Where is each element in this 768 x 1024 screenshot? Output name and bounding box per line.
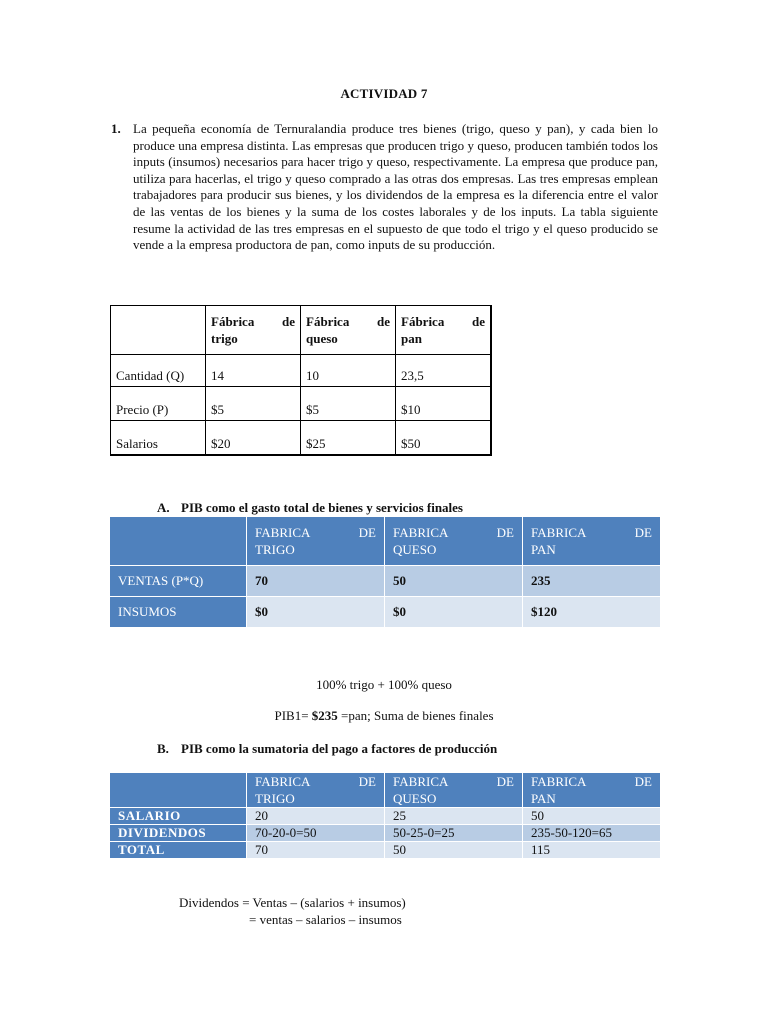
- table-cell: $0: [247, 597, 385, 628]
- table-cell: 20: [247, 808, 385, 825]
- section-b-heading: B. PIB como la sumatoria del pago a factores de producción: [157, 741, 498, 756]
- table-cell: $5: [206, 387, 301, 421]
- table-cell: 25: [385, 808, 523, 825]
- header-cell: FABRICA DE QUESO: [385, 773, 523, 808]
- table-row: [110, 842, 660, 859]
- section-a-heading: A. PIB como el gasto total de bienes y servicios finales: [157, 500, 463, 515]
- table-row: [110, 825, 660, 842]
- table-header-row: [111, 306, 492, 355]
- row-label: Salarios: [111, 421, 206, 456]
- table-row: [111, 421, 492, 456]
- dividend-formula-line1: Dividendos = Ventas – (salarios + insumos): [179, 895, 406, 910]
- header-cell: Fábrica de pan: [396, 306, 492, 355]
- header-cell: FABRICA DE PAN: [523, 773, 661, 808]
- table-row: [110, 808, 660, 825]
- table-cell: 235-50-120=65: [523, 825, 661, 842]
- table-cell: 23,5: [396, 355, 492, 387]
- table-cell: 50: [385, 566, 523, 597]
- row-label: SALARIO: [110, 808, 247, 825]
- table-cell: 70-20-0=50: [247, 825, 385, 842]
- table-cell: $5: [301, 387, 396, 421]
- section-a-table: [110, 517, 660, 627]
- row-label: Precio (P): [111, 387, 206, 421]
- table-header-row: [110, 517, 660, 566]
- table-cell: 50-25-0=25: [385, 825, 523, 842]
- row-label: INSUMOS: [110, 597, 247, 628]
- table-cell: $25: [301, 421, 396, 456]
- empty-header-cell: [110, 517, 247, 566]
- header-cell: FABRICA DE TRIGO: [247, 517, 385, 566]
- dividend-formula-line2: = ventas – salarios – insumos: [249, 912, 402, 927]
- document-title: ACTIVIDAD 7: [340, 86, 428, 101]
- table-cell: 10: [301, 355, 396, 387]
- table-cell: 235: [523, 566, 661, 597]
- table-row: [111, 355, 492, 387]
- table-row: [111, 387, 492, 421]
- question-number: 1.: [111, 121, 121, 136]
- calc-line: 100% trigo + 100% queso: [316, 677, 452, 692]
- pib-line: PIB1= $235 =pan; Suma de bienes finales: [274, 708, 494, 723]
- production-table: [110, 305, 492, 456]
- empty-header-cell: [110, 773, 247, 808]
- header-cell: FABRICA DE QUESO: [385, 517, 523, 566]
- row-label: Cantidad (Q): [111, 355, 206, 387]
- header-cell: FABRICA DE TRIGO: [247, 773, 385, 808]
- empty-header-cell: [111, 306, 206, 355]
- table-cell: 115: [523, 842, 661, 859]
- table-header-row: [110, 773, 660, 808]
- row-label: TOTAL: [110, 842, 247, 859]
- question-text: La pequeña economía de Ternuralandia produce tres bienes (trigo, queso y pan), y cada bien lo produce una empresa distinta. Las empresas que producen trigo y queso, producen también todos los inputs (insumos) necesarios para hacer trigo y queso, respectivamente. La empresa que produce pan, utiliza para hacerlas, el trigo y queso comprado a las otras dos empresas. Las tres empresas emplean trabajadores para producir sus bienes, y los dividendos de la empresa es la diferencia entre el valor de las ventas de los bienes y la suma de los costes laborales y de los inputs. La tabla siguiente resume la actividad de las tres empresas en el supuesto de que todo el trigo y el queso producido se vende a la empresa productora de pan, como inputs de su producción.: [133, 121, 658, 253]
- row-label: DIVIDENDOS: [110, 825, 247, 842]
- table-cell: 70: [247, 842, 385, 859]
- table-cell: $10: [396, 387, 492, 421]
- table-cell: 50: [523, 808, 661, 825]
- table-row: [110, 566, 660, 597]
- table-cell: $20: [206, 421, 301, 456]
- row-label: VENTAS (P*Q): [110, 566, 247, 597]
- table-cell: 14: [206, 355, 301, 387]
- header-cell: Fábrica de queso: [301, 306, 396, 355]
- section-b-table: [110, 773, 660, 858]
- header-cell: Fábrica de trigo: [206, 306, 301, 355]
- table-cell: $0: [385, 597, 523, 628]
- table-cell: 50: [385, 842, 523, 859]
- header-cell: FABRICA DE PAN: [523, 517, 661, 566]
- table-cell: $50: [396, 421, 492, 456]
- table-row: [110, 597, 660, 628]
- table-cell: $120: [523, 597, 661, 628]
- table-cell: 70: [247, 566, 385, 597]
